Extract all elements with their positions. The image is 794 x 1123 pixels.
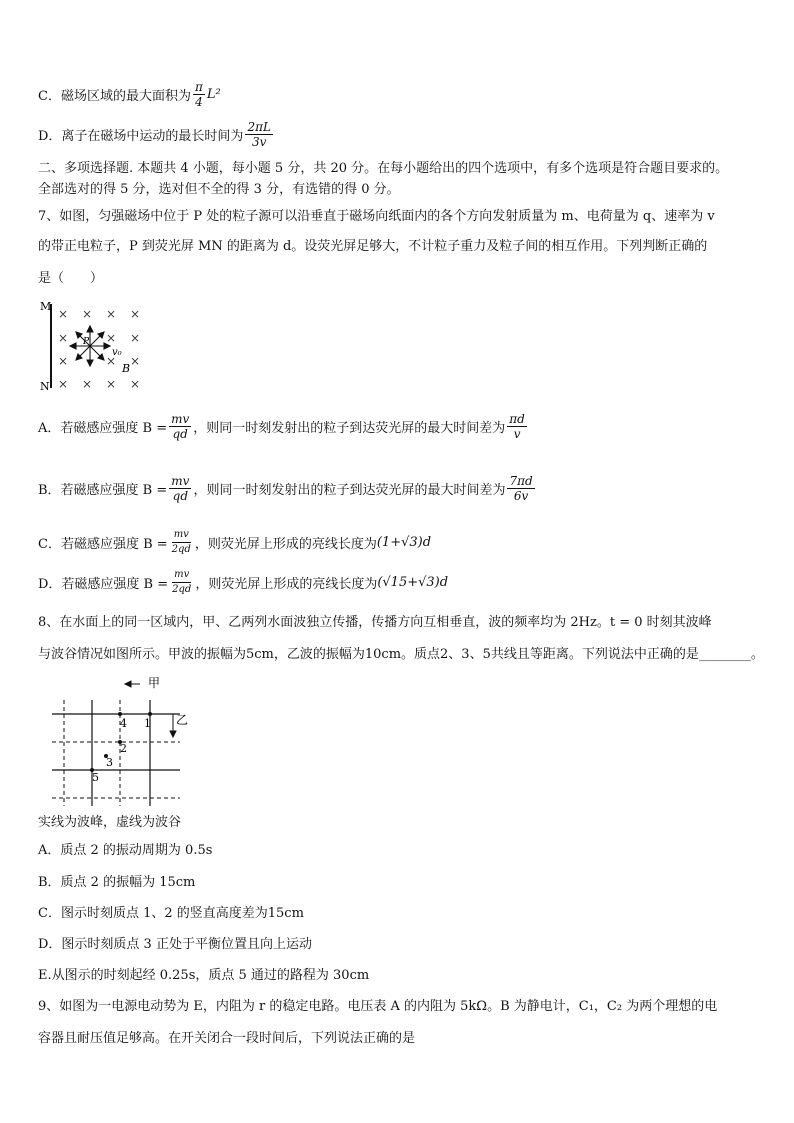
q8-stem-line-1: 8、在水面上的同一区域内，甲、乙两列水面波独立传播，传播方向互相垂直，波的频率均为 2Hz。t = 0 时刻其波峰 <box>38 615 712 630</box>
svg-text:×: × <box>82 377 93 391</box>
fraction <box>169 474 191 503</box>
q8-figure-caption: 实线为波峰，虚线为波谷 <box>38 815 182 830</box>
q9-stem-line-1: 9、如图为一电源电动势为 E，内阻为 r 的稳定电路。电压表 A 的内阻为 5kΩ。B 为静电计，C₁，C₂ 为两个理想的电 <box>38 999 718 1014</box>
q8-option-d: D．图示时刻质点 3 正处于平衡位置且向上运动 <box>38 937 312 952</box>
fraction <box>507 474 534 503</box>
svg-text:×: × <box>58 307 69 321</box>
q9-stem-line-2: 容器且耐压值足够高。在开关闭合一段时间后，下列说法正确的是 <box>38 1031 416 1046</box>
numerator: mv <box>172 528 191 543</box>
option-text-mid: ，则荧光屏上形成的亮线长度为 <box>195 577 378 592</box>
denominator: 4 <box>195 95 203 109</box>
q7-option-a <box>38 412 529 441</box>
option-text: D．若磁感应强度 B = <box>38 577 169 592</box>
fraction <box>169 412 191 441</box>
section-header-line-1: 二、多项选择题. 本题共 4 小题，每小题 5 分，共 20 分。在每小题给出的四个选项中，有多个选项是符合题目要求的。 <box>38 161 729 176</box>
option-text: D．离子在磁场中运动的最长时间为 <box>38 129 244 144</box>
q7-option-b <box>38 474 537 503</box>
denominator: v <box>513 427 521 441</box>
velocity-arrows <box>70 326 110 366</box>
numerator: 7πd <box>509 474 533 488</box>
q8-option-e: E.从图示的时刻起经 0.25s，质点 5 通过的路程为 30cm <box>38 968 370 983</box>
q8-wave-figure <box>40 672 200 812</box>
point-label-5: 5 <box>92 771 99 784</box>
denominator: qd <box>172 489 189 503</box>
q7-option-c <box>38 528 431 557</box>
svg-text:×: × <box>130 377 141 391</box>
fraction <box>170 528 193 557</box>
screen-label-n: N <box>40 380 50 393</box>
denominator: 6v <box>513 489 529 503</box>
section-header-line-2: 全部选对的得 5 分，选对但不全的得 3 分，有选错的得 0 分。 <box>38 182 400 197</box>
point-label-2: 2 <box>120 742 127 755</box>
source-label-p: P <box>83 337 90 347</box>
svg-text:×: × <box>130 331 141 345</box>
numerator: 2πL <box>247 120 271 134</box>
point-label-3: 3 <box>106 756 113 769</box>
svg-text:×: × <box>106 354 117 368</box>
q7-magnetic-field-figure <box>38 298 153 393</box>
fraction <box>170 568 193 597</box>
wave-label-yi: 乙 <box>176 713 189 727</box>
svg-text:×: × <box>58 354 69 368</box>
svg-text:×: × <box>58 331 69 345</box>
numerator: π <box>194 80 203 94</box>
q7-option-d <box>38 568 448 597</box>
svg-text:×: × <box>106 307 117 321</box>
q8-stem-line-2: 与波谷情况如图所示。甲波的振幅为5cm，乙波的振幅为10cm。质点2、3、5共线且等距离。下列说法中正确的是________。 <box>38 647 764 662</box>
field-crosses <box>58 307 140 391</box>
denominator: 3v <box>251 135 267 149</box>
option-text-mid: ，则同一时刻发射出的粒子到达荧光屏的最大时间差为 <box>193 483 506 498</box>
velocity-label: v₀ <box>112 347 122 358</box>
svg-text:×: × <box>82 307 93 321</box>
option-text-mid: ，则同一时刻发射出的粒子到达荧光屏的最大时间差为 <box>193 421 506 436</box>
fraction <box>193 80 205 109</box>
svg-text:×: × <box>130 307 141 321</box>
numerator: mv <box>171 412 190 426</box>
svg-text:×: × <box>130 354 141 368</box>
numerator: mv <box>172 568 191 583</box>
svg-text:×: × <box>106 377 117 391</box>
point-label-1: 1 <box>144 717 151 730</box>
crest-lines <box>52 700 180 806</box>
q6-option-d <box>38 120 275 149</box>
option-text: C．若磁感应强度 B = <box>38 537 168 552</box>
q7-stem-line-3: 是（ ） <box>38 271 104 286</box>
q8-option-a: A．质点 2 的振动周期为 0.5s <box>38 843 213 858</box>
expression: (1+√3)d <box>376 535 432 550</box>
expression: (√15+√3)d <box>377 575 449 590</box>
option-text-suffix: L² <box>206 87 221 102</box>
svg-text:×: × <box>106 331 117 345</box>
option-text: C．磁场区域的最大面积为 <box>38 89 191 104</box>
option-text: B．若磁感应强度 B = <box>38 483 168 498</box>
numerator: πd <box>509 412 525 426</box>
option-text-mid: ，则荧光屏上形成的亮线长度为 <box>194 537 377 552</box>
wave-label-jia: 甲 <box>148 676 161 690</box>
q8-option-c: C．图示时刻质点 1、2 的竖直高度差为15cm <box>38 906 304 921</box>
q7-stem-line-2: 的带正电粒子，P 到荧光屏 MN 的距离为 d。设荧光屏足够大，不计粒子重力及粒子间的相互作用。下列判断正确的 <box>38 239 708 254</box>
screen-label-m: M <box>40 300 52 313</box>
numerator: mv <box>171 474 190 488</box>
q7-stem-line-1: 7、如图，匀强磁场中位于 P 处的粒子源可以沿垂直于磁场向纸面内的各个方向发射质量为 m、电荷量为 q、速率为 v <box>38 209 715 224</box>
denominator: qd <box>172 427 188 441</box>
fraction <box>507 412 527 441</box>
option-text: A．若磁感应强度 B = <box>38 421 168 436</box>
arrow-jia <box>125 681 140 687</box>
point-label-4: 4 <box>120 717 127 730</box>
denominator: 2qd <box>171 544 191 555</box>
q6-option-c <box>38 80 221 109</box>
q8-option-b: B．质点 2 的振幅为 15cm <box>38 875 196 890</box>
fraction <box>245 120 273 149</box>
trough-lines <box>52 700 180 806</box>
denominator: 2qd <box>172 584 192 595</box>
field-label-b: B <box>122 362 131 375</box>
svg-text:×: × <box>58 377 69 391</box>
